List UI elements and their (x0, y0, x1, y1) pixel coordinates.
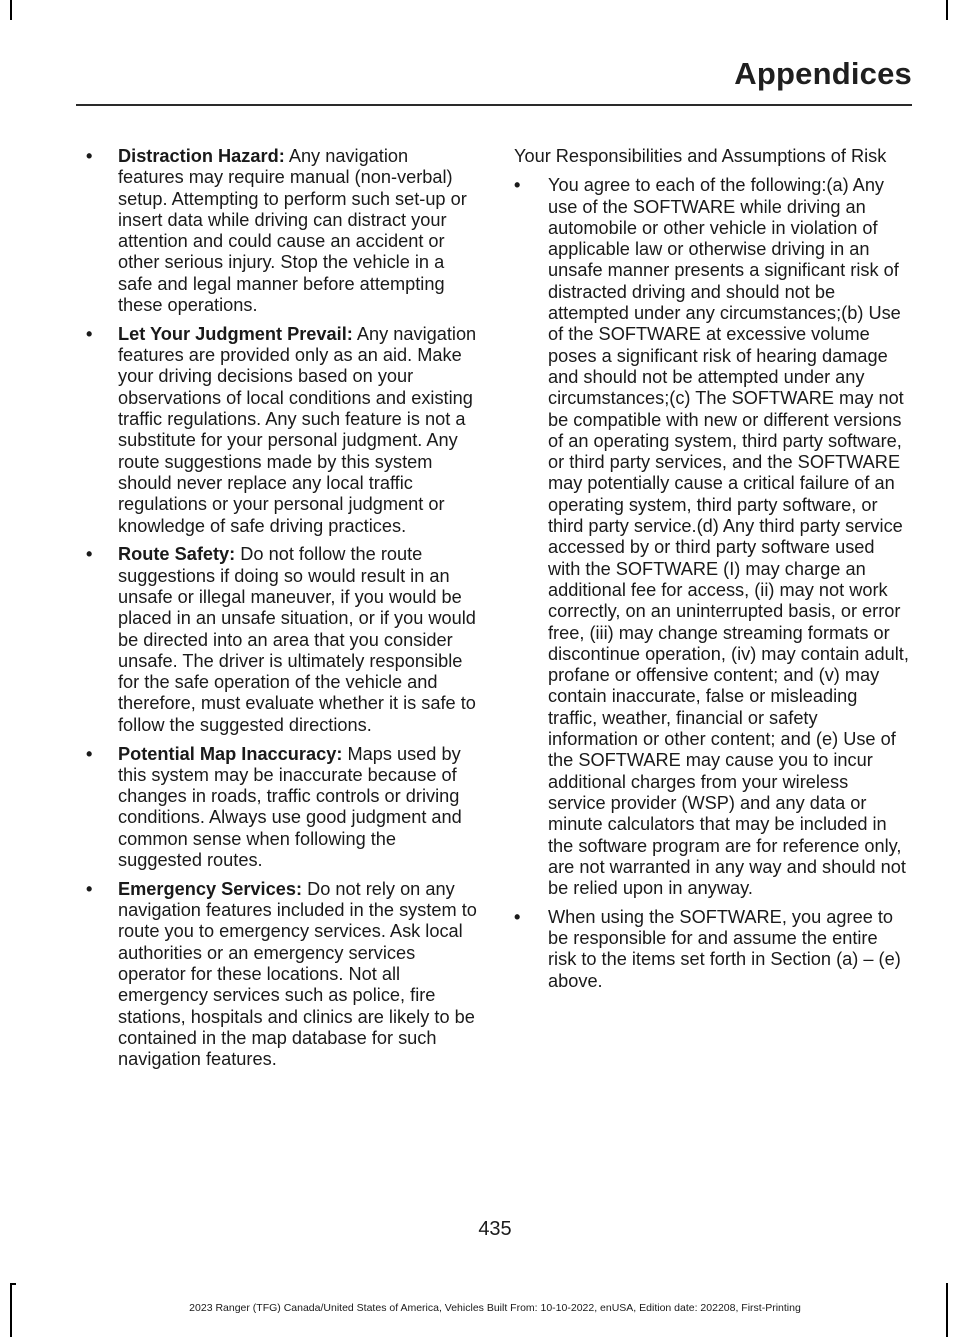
item-term: Potential Map Inaccuracy: (118, 743, 343, 764)
list-item-route-safety (86, 544, 478, 736)
bullet-icon: • (514, 175, 521, 196)
bullet-icon: • (86, 544, 93, 565)
section-heading: Your Responsibilities and Assumptions of Risk (514, 146, 887, 166)
item-text: Do not follow the route suggestions if doing so would result in an unsafe or illegal maneuver, if you would be placed in an unsafe situation, or if you would be directed into an area that you consider unsafe. The driver is ultimately responsible for the safe operation of the vehicle and therefore, must evaluate whether it is safe to follow the suggested directions. (118, 544, 476, 735)
page-number: 435 (478, 1218, 512, 1240)
footer-edition-info: 2023 Ranger (TFG) Canada/United States of America, Vehicles Built From: 10-10-2022, enUSA, Edition date: 202208, First-Printing (189, 1302, 801, 1314)
item-term: Emergency Services: (118, 878, 303, 899)
bullet-icon: • (86, 323, 93, 344)
crop-mark-top-right (946, 0, 948, 20)
bullet-icon: • (86, 146, 93, 166)
navigation-warnings-list (86, 146, 478, 1070)
item-text: You agree to each of the following:(a) Any use of the SOFTWARE while driving an automobile or other vehicle in violation of applicable law or otherwise driving in an unsafe manner presents a significant risk of distracted driving and should not be attempted under any circumstances;(b) Use of the SOFTWARE at excessive volume poses a significant risk of hearing damage and should not be attempted under any circumstances;(c) The SOFTWARE may not be compatible with new or different versions of an operating system, third party software, or third party services, and the SOFTWARE may potentially cause a critical failure of an operating system, third party software, or third party service.(d) Any third party service accessed by or third party software used with the SOFTWARE (I) may charge an additional fee for access, (ii) may not work correctly, on an uninterrupted basis, or error free, (iii) may change streaming formats or discontinue operation, (iv) may contain adult, profane or offensive content; and (v) may contain inaccurate, false or misleading traffic, weather, financial or safety information or other content; and (e) Use of the SOFTWARE may cause you to incur additional charges from your wireless service provider (WSP) and any data or minute calculators that may be included in the software program are for reference only, are not warranted in any way and should not be relied upon in anyway. (548, 175, 909, 899)
item-term: Let Your Judgment Prevail: (118, 323, 353, 344)
item-term: Route Safety: (118, 544, 236, 565)
left-column (86, 146, 478, 1078)
crop-mark-bottom-left-h (10, 1283, 16, 1285)
bullet-icon: • (86, 878, 93, 899)
list-item-map-inaccuracy (86, 744, 478, 872)
right-column (514, 146, 910, 1000)
crop-mark-top-left (10, 0, 12, 20)
item-text: Any navigation features are provided only as an aid. Make your driving decisions based on your observations of local conditions and existing traffic regulations. Any such feature is not a substitute for your personal judgment. Any route suggestions made by this system should never replace any local traffic regulations or your personal judgment or knowledge of safe driving practices. (118, 323, 477, 536)
item-text: Any navigation features may require manual (non-verbal) setup. Attempting to perform such set-up or insert data while driving can distract your attention and could cause an accident or other serious injury. Stop the vehicle in a safe and legal manner before attempting these operations. (118, 146, 467, 316)
bullet-icon: • (514, 906, 521, 927)
header-divider (76, 104, 912, 106)
item-text: When using the SOFTWARE, you agree to be responsible for and assume the entire risk to the items set forth in Section (a) – (e) above. (548, 906, 901, 991)
responsibilities-list (514, 175, 910, 992)
item-text: Maps used by this system may be inaccurate because of changes in roads, traffic controls or driving conditions. Always use good judgment and common sense when following the suggested routes. (118, 743, 462, 870)
list-item-distraction-hazard (86, 146, 478, 316)
list-item-judgment-prevail (86, 324, 478, 537)
list-item-assume-risk (514, 907, 910, 992)
item-text: Do not rely on any navigation features included in the system to route you to emergency services. Ask local authorities or an emergency services operator for these locations. Not all emergency services such as police, fire stations, hospitals and clinics are likely to be contained in the map database for such navigation features. (118, 878, 477, 1070)
item-term: Distraction Hazard: (118, 146, 285, 166)
page-title: Appendices (734, 56, 912, 91)
list-item-emergency-services (86, 879, 478, 1071)
bullet-icon: • (86, 743, 93, 764)
list-item-agreement (514, 175, 910, 899)
